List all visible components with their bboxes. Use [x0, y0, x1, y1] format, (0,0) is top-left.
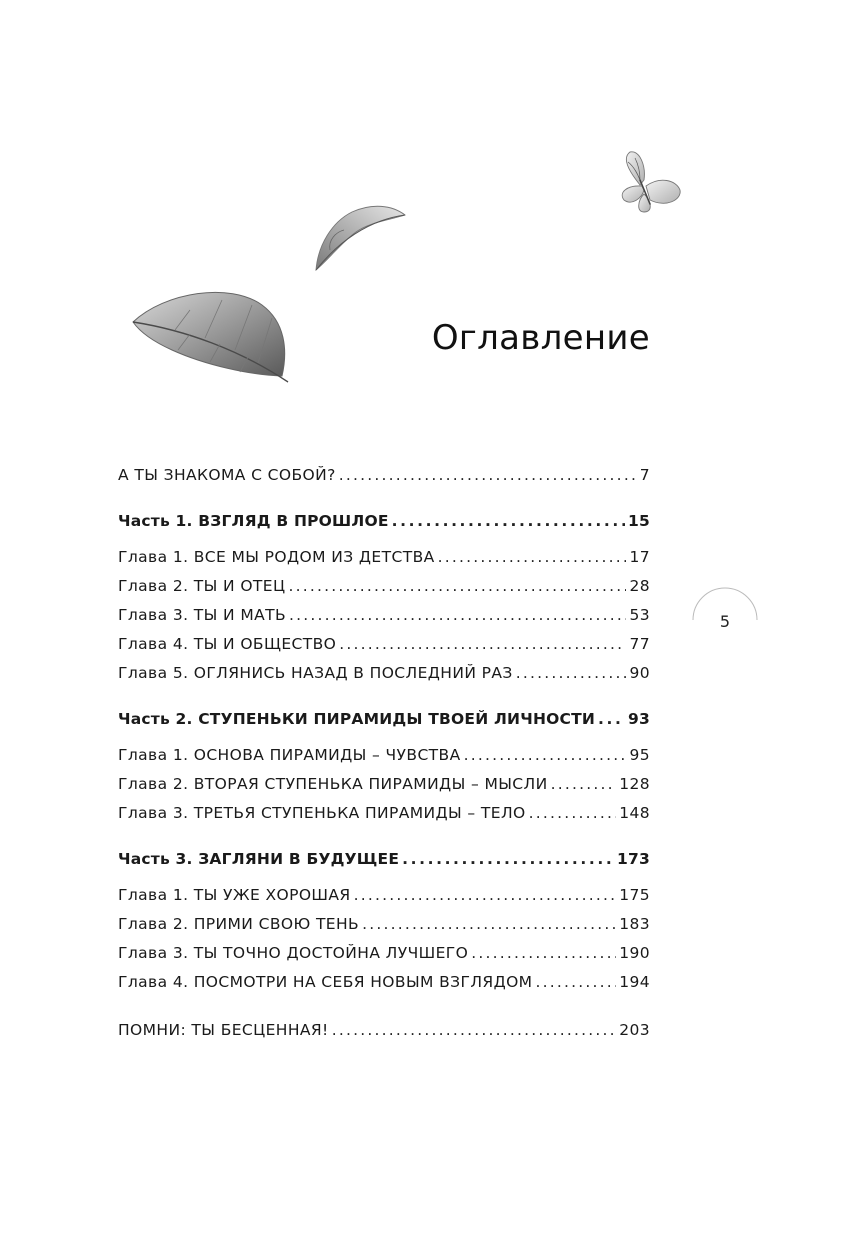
large-leaf-icon: [133, 292, 288, 382]
dot-leader: [551, 775, 617, 793]
dot-leader: [339, 466, 637, 484]
toc-entry-label: Глава 4. ТЫ И ОБЩЕСТВО: [118, 635, 337, 653]
toc-chapter[interactable]: [118, 944, 650, 973]
toc-outro[interactable]: [118, 1021, 650, 1050]
toc-entry-page: 90: [629, 664, 650, 682]
dot-leader: [438, 548, 627, 566]
toc-entry-label: Глава 2. ТЫ И ОТЕЦ: [118, 577, 286, 595]
toc-chapter[interactable]: [118, 886, 650, 915]
dot-leader: [402, 850, 614, 868]
toc-chapter[interactable]: [118, 577, 650, 606]
dot-leader: [354, 886, 617, 904]
toc-entry-page: 128: [619, 775, 650, 793]
page-number: 5: [719, 612, 731, 631]
dot-leader: [392, 512, 625, 530]
toc-entry-label: Глава 5. ОГЛЯНИСЬ НАЗАД В ПОСЛЕДНИЙ РАЗ: [118, 664, 513, 682]
toc-part-label: Часть 3. ЗАГЛЯНИ В БУДУЩЕЕ: [118, 850, 400, 868]
dot-leader: [535, 973, 616, 991]
toc-part-page: 93: [628, 710, 650, 728]
toc-entry-label: Глава 3. ТЫ И МАТЬ: [118, 606, 287, 624]
toc-part-label: Часть 2. СТУПЕНЬКИ ПИРАМИДЫ ТВОЕЙ ЛИЧНОСТИ: [118, 710, 596, 728]
toc-entry-label: Глава 1. ВСЕ МЫ РОДОМ ИЗ ДЕТСТВА: [118, 548, 435, 566]
toc-entry-label: Глава 3. ТЫ ТОЧНО ДОСТОЙНА ЛУЧШЕГО: [118, 944, 469, 962]
toc-entry-label: Глава 3. ТРЕТЬЯ СТУПЕНЬКА ПИРАМИДЫ – ТЕЛО: [118, 804, 526, 822]
toc-intro[interactable]: [118, 466, 650, 495]
dot-leader: [339, 635, 626, 653]
toc-entry-page: 194: [619, 973, 650, 991]
toc-chapter[interactable]: [118, 775, 650, 804]
toc-part-1[interactable]: [118, 512, 650, 541]
toc-part-page: 173: [617, 850, 650, 868]
toc-entry-label: Глава 2. ВТОРАЯ СТУПЕНЬКА ПИРАМИДЫ – МЫСЛИ: [118, 775, 548, 793]
toc-entry-label: А ТЫ ЗНАКОМА С СОБОЙ?: [118, 466, 336, 484]
toc-entry-page: 203: [619, 1021, 650, 1039]
table-of-contents: [118, 466, 650, 1050]
toc-chapter[interactable]: [118, 548, 650, 577]
toc-chapter[interactable]: [118, 635, 650, 664]
toc-part-label: Часть 1. ВЗГЛЯД В ПРОШЛОЕ: [118, 512, 389, 530]
toc-entry-page: 95: [629, 746, 650, 764]
toc-chapter[interactable]: [118, 915, 650, 944]
toc-entry-page: 183: [619, 915, 650, 933]
toc-entry-page: 175: [619, 886, 650, 904]
butterfly-icon: [622, 152, 680, 212]
toc-entry-page: 17: [629, 548, 650, 566]
dot-leader: [288, 577, 626, 595]
toc-entry-label: ПОМНИ: ТЫ БЕСЦЕННАЯ!: [118, 1021, 329, 1039]
toc-entry-label: Глава 2. ПРИМИ СВОЮ ТЕНЬ: [118, 915, 360, 933]
toc-entry-page: 77: [629, 635, 650, 653]
page-number-marker: [692, 587, 758, 653]
toc-entry-page: 190: [619, 944, 650, 962]
toc-part-3[interactable]: [118, 850, 650, 879]
toc-entry-page: 148: [619, 804, 650, 822]
toc-entry-page: 7: [639, 466, 650, 484]
toc-chapter[interactable]: [118, 664, 650, 693]
small-leaf-icon: [316, 206, 405, 270]
dot-leader: [464, 746, 627, 764]
dot-leader: [471, 944, 616, 962]
dot-leader: [362, 915, 616, 933]
toc-chapter[interactable]: [118, 746, 650, 775]
dot-leader: [516, 664, 627, 682]
toc-entry-label: Глава 4. ПОСМОТРИ НА СЕБЯ НОВЫМ ВЗГЛЯДОМ: [118, 973, 533, 991]
dot-leader: [598, 710, 625, 728]
toc-part-2[interactable]: [118, 710, 650, 739]
dot-leader: [332, 1021, 617, 1039]
toc-chapter[interactable]: [118, 606, 650, 635]
dot-leader: [529, 804, 617, 822]
toc-chapter[interactable]: [118, 804, 650, 833]
page-title: Оглавление: [431, 318, 650, 358]
toc-entry-page: 53: [629, 606, 650, 624]
toc-chapter[interactable]: [118, 973, 650, 1002]
toc-entry-page: 28: [629, 577, 650, 595]
dot-leader: [289, 606, 626, 624]
toc-entry-label: Глава 1. ТЫ УЖЕ ХОРОШАЯ: [118, 886, 351, 904]
toc-part-page: 15: [628, 512, 650, 530]
toc-entry-label: Глава 1. ОСНОВА ПИРАМИДЫ – ЧУВСТВА: [118, 746, 461, 764]
